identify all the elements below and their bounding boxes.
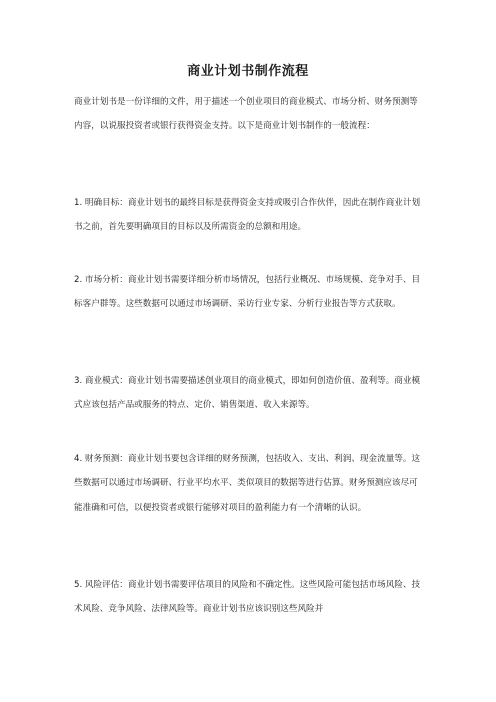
- step-paragraph-financial-forecast: 4. 财务预测：商业计划书要包含详细的财务预测，包括收入、支出、利润、现金流量等。这些数据可以通过市场调研、行业平均水平、类似项目的数据等进行估算。财务预测应该尽可能准确和可信，以便投资者或银行能够对项目的盈利能力有一个清晰的认识。: [74, 454, 421, 513]
- step-paragraph-business-model: 3. 商业模式：商业计划书需要描述创业项目的商业模式，即如何创造价值、盈利等。商业模式应该包括产品或服务的特点、定价、销售渠道、收入来源等。: [74, 376, 421, 411]
- intro-paragraph: 商业计划书是一份详细的文件，用于描述一个创业项目的商业模式、市场分析、财务预测等内容，以说服投资者或银行获得资金支持。以下是商业计划书制作的一般流程：: [74, 97, 418, 132]
- step-paragraph-risk-assessment: 5. 风险评估：商业计划书需要评估项目的风险和不确定性。这些风险可能包括市场风险、技术风险、竞争风险、法律风险等。商业计划书应该识别这些风险并: [74, 580, 421, 615]
- step-paragraph-goal: 1. 明确目标：商业计划书的最终目标是获得资金支持或吸引合作伙伴，因此在制作商业计划书之前，首先要明确项目的目标以及所需资金的总额和用途。: [74, 198, 421, 233]
- document-title: 商业计划书制作流程: [187, 64, 309, 79]
- step-paragraph-market-analysis: 2. 市场分析：商业计划书需要详细分析市场情况，包括行业概况、市场规模、竞争对手、目标客户群等。这些数据可以通过市场调研、采访行业专家、分析行业报告等方式获取。: [74, 275, 421, 310]
